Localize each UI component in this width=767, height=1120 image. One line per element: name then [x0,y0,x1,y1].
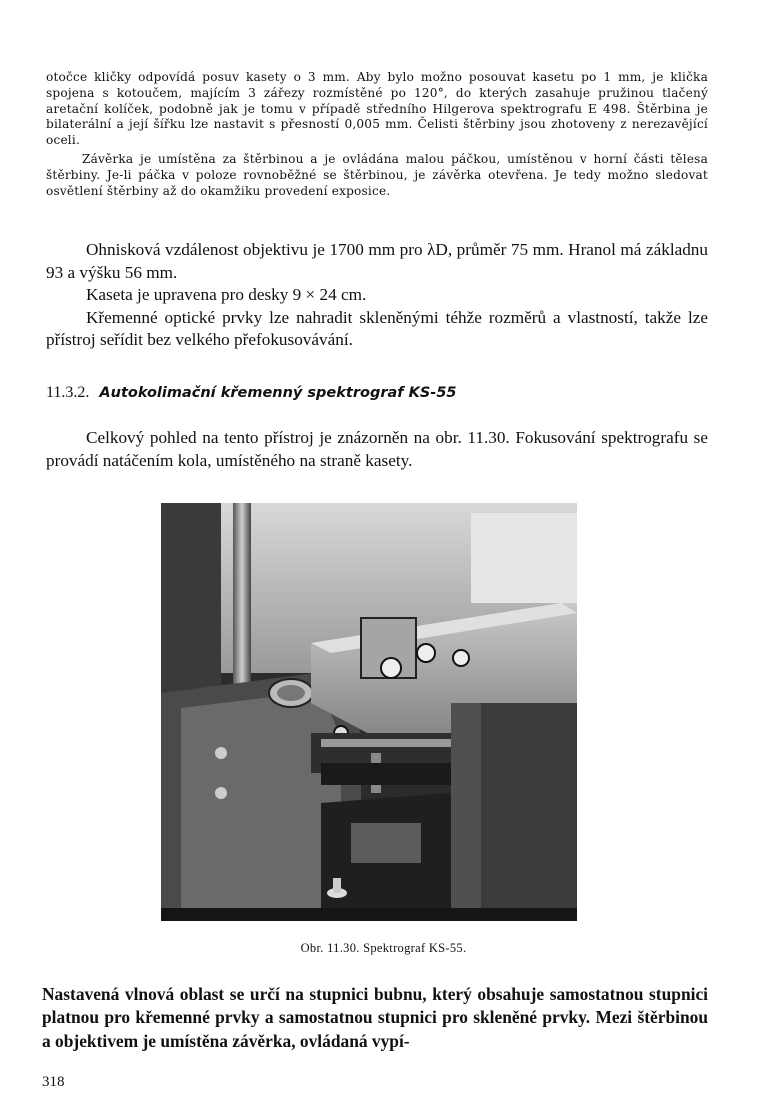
text-block-objektiv [46,239,708,352]
paragraph-kremenne: Křemenné optické prvky lze nahradit skleněnými téhže rozměrů a vlastností, takže lze přístroj seřídit bez velkého přefokusovávání. [46,307,708,349]
paragraph-celkovy: Celkový pohled na tento přístroj je znázorněn na obr. 11.30. Fokusování spektrografu se provádí natáčením kola, umístěného na straně kasety. [46,428,708,470]
paragraph-ohniskova: Ohnisková vzdálenost objektivu je 1700 mm pro λD, průměr 75 mm. Hranol má základnu 93 a výšku 56 mm. [46,240,708,282]
section-title: Autokolimační křemenný spektrograf KS-55 [99,385,457,401]
spectrograph-photo [161,503,577,921]
paragraph-zaverka: Závěrka je umístěna za štěrbinou a je ovládána malou páčkou, umístěnou v horní části tělesa štěrbiny. Je-li páčka v poloze rovnoběžné se štěrbinou, je závěrka otevřena. Je tedy možno sledovat osvětlení štěrbiny až do okamžiku provedení exposice. [46,151,708,198]
bold-text-block [42,983,708,1053]
figure-caption: Obr. 11.30. Spektrograf KS-55. [300,941,467,955]
paragraph-nastavena: Nastavená vlnová oblast se určí na stupnici bubnu, který obsahuje samostatnou stupnici platnou pro křemenné prvky a samostatnou stupnici pro skleněné prvky. Mezi štěrbinou a objektivem je umístěna závěrka, ovládaná vypí- [42,984,708,1051]
page-number: 318 [42,1074,65,1090]
section-number: 11.3.2. [46,384,90,401]
text-block-celkovy [46,427,708,472]
section-heading [46,384,457,402]
spectrograph-illustration [161,503,577,921]
small-print-block [46,70,708,199]
paragraph-kasety: otočce kličky odpovídá posuv kasety o 3 mm. Aby bylo možno posouvat kasetu po 1 mm, je klička spojena s kotoučem, majícím 3 zářezy rozmístěné po 120°, do kterých zasahuje pružinou tlačený aretační kolíček, podobně jak je tomu v případě středního Hilgerova spektrografu E 498. Štěrbina je bilaterální a její šířku lze nastavit s přesností 0,005 mm. Čelisti štěrbiny jsou zhotoveny z nerezavějící oceli. [46,70,708,148]
paragraph-kaseta: Kaseta je upravena pro desky 9 × 24 cm. [86,285,367,304]
